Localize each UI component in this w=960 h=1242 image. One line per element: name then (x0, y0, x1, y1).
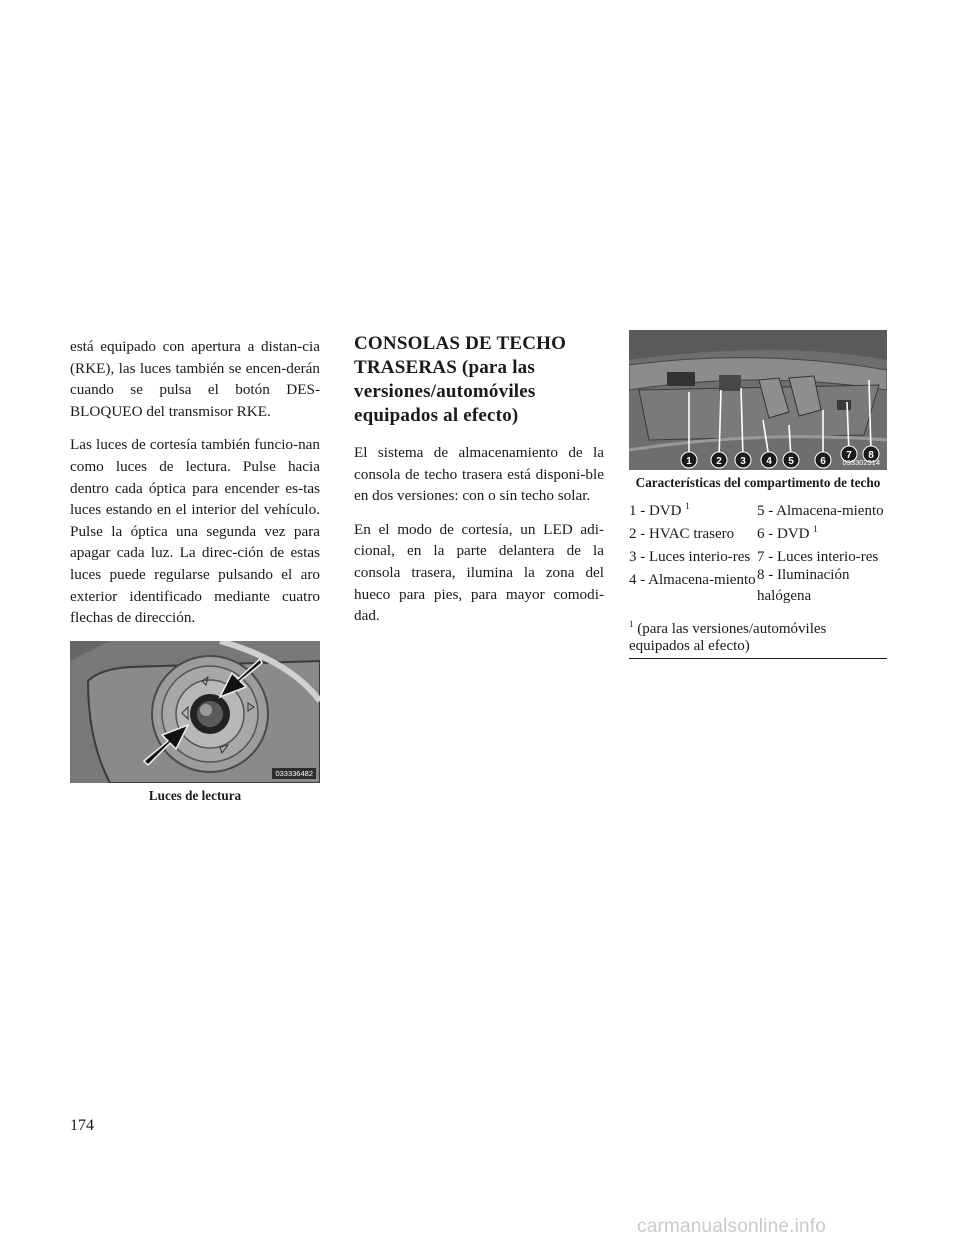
column-left (70, 336, 320, 803)
column-middle (354, 333, 604, 639)
legend-row (629, 544, 885, 567)
section-heading: CONSOLAS DE TECHO TRASERAS (para las versiones/automóviles equipados al efecto) (354, 333, 567, 426)
paragraph: está equipado con apertura a distan-cia (RKE), las luces también se encen-derán cuando se pulsa el botón DES-BLOQUEO del transmisor RKE. (70, 338, 320, 420)
column-right (629, 330, 887, 659)
callout-1: 1 (686, 456, 692, 467)
callout-7: 7 (846, 450, 852, 461)
watermark: carmanualsonline.info (637, 1216, 827, 1237)
legend-item: 5 - Almacena-miento (757, 503, 884, 519)
callout-2: 2 (716, 456, 722, 467)
paragraph: El sistema de almacenamiento de la consola de techo trasera está disponi-ble en dos versiones: con o sin techo solar. (354, 444, 604, 505)
callout-8: 8 (868, 450, 874, 461)
legend-item: 8 - Iluminación halógena (757, 567, 850, 604)
legend-row (629, 567, 885, 606)
legend-item: 2 - HVAC trasero (629, 526, 735, 542)
callout-6: 6 (820, 456, 826, 467)
footnote-mark: 1 (629, 619, 634, 629)
overhead-console-illustration (629, 330, 887, 470)
paragraph: En el modo de cortesía, un LED adi-cional, en la parte delantera de la consola trasera, ilumina la zona del hueco para pies, para mayor comodi-dad. (354, 520, 604, 625)
legend-table (629, 498, 885, 606)
overhead-console-figure (629, 330, 887, 470)
paragraph: Las luces de cortesía también funcio-nan como luces de lectura. Pulse hacia dentro cada óptica para encender es-tas luces estando en el interior del vehículo. Pulse la óptica una segunda vez para apagar cada luz. La direc-ción de estas luces puede regularse pulsando el aro exterior identificado mediante cuatro flechas de dirección. (70, 436, 320, 627)
callout-3: 3 (740, 456, 746, 467)
figure-caption: Luces de lectura (148, 787, 242, 803)
legend-row (629, 521, 885, 544)
figure-caption: Características del compartimento de techo (635, 475, 881, 490)
legend-item: 3 - Luces interio-res (629, 549, 751, 565)
figure-code: 033336482 (272, 768, 316, 779)
reading-lights-figure (70, 641, 320, 783)
legend-item: 7 - Luces interio-res (757, 549, 879, 565)
callout-4: 4 (766, 456, 772, 467)
callout-5: 5 (788, 456, 794, 467)
legend-item: 6 - DVD $^1$ (757, 524, 818, 542)
footnote (629, 616, 887, 659)
page-number: 174 (70, 1117, 94, 1134)
legend-row (629, 498, 885, 521)
legend-item: 1 - DVD $^1$ (629, 501, 690, 519)
legend-item: 4 - Almacena-miento (629, 572, 756, 588)
reading-light-illustration (70, 641, 320, 783)
footnote-text: (para las versiones/automóviles equipados al efecto) (629, 621, 827, 654)
figure-code: 033302314 (842, 458, 880, 467)
